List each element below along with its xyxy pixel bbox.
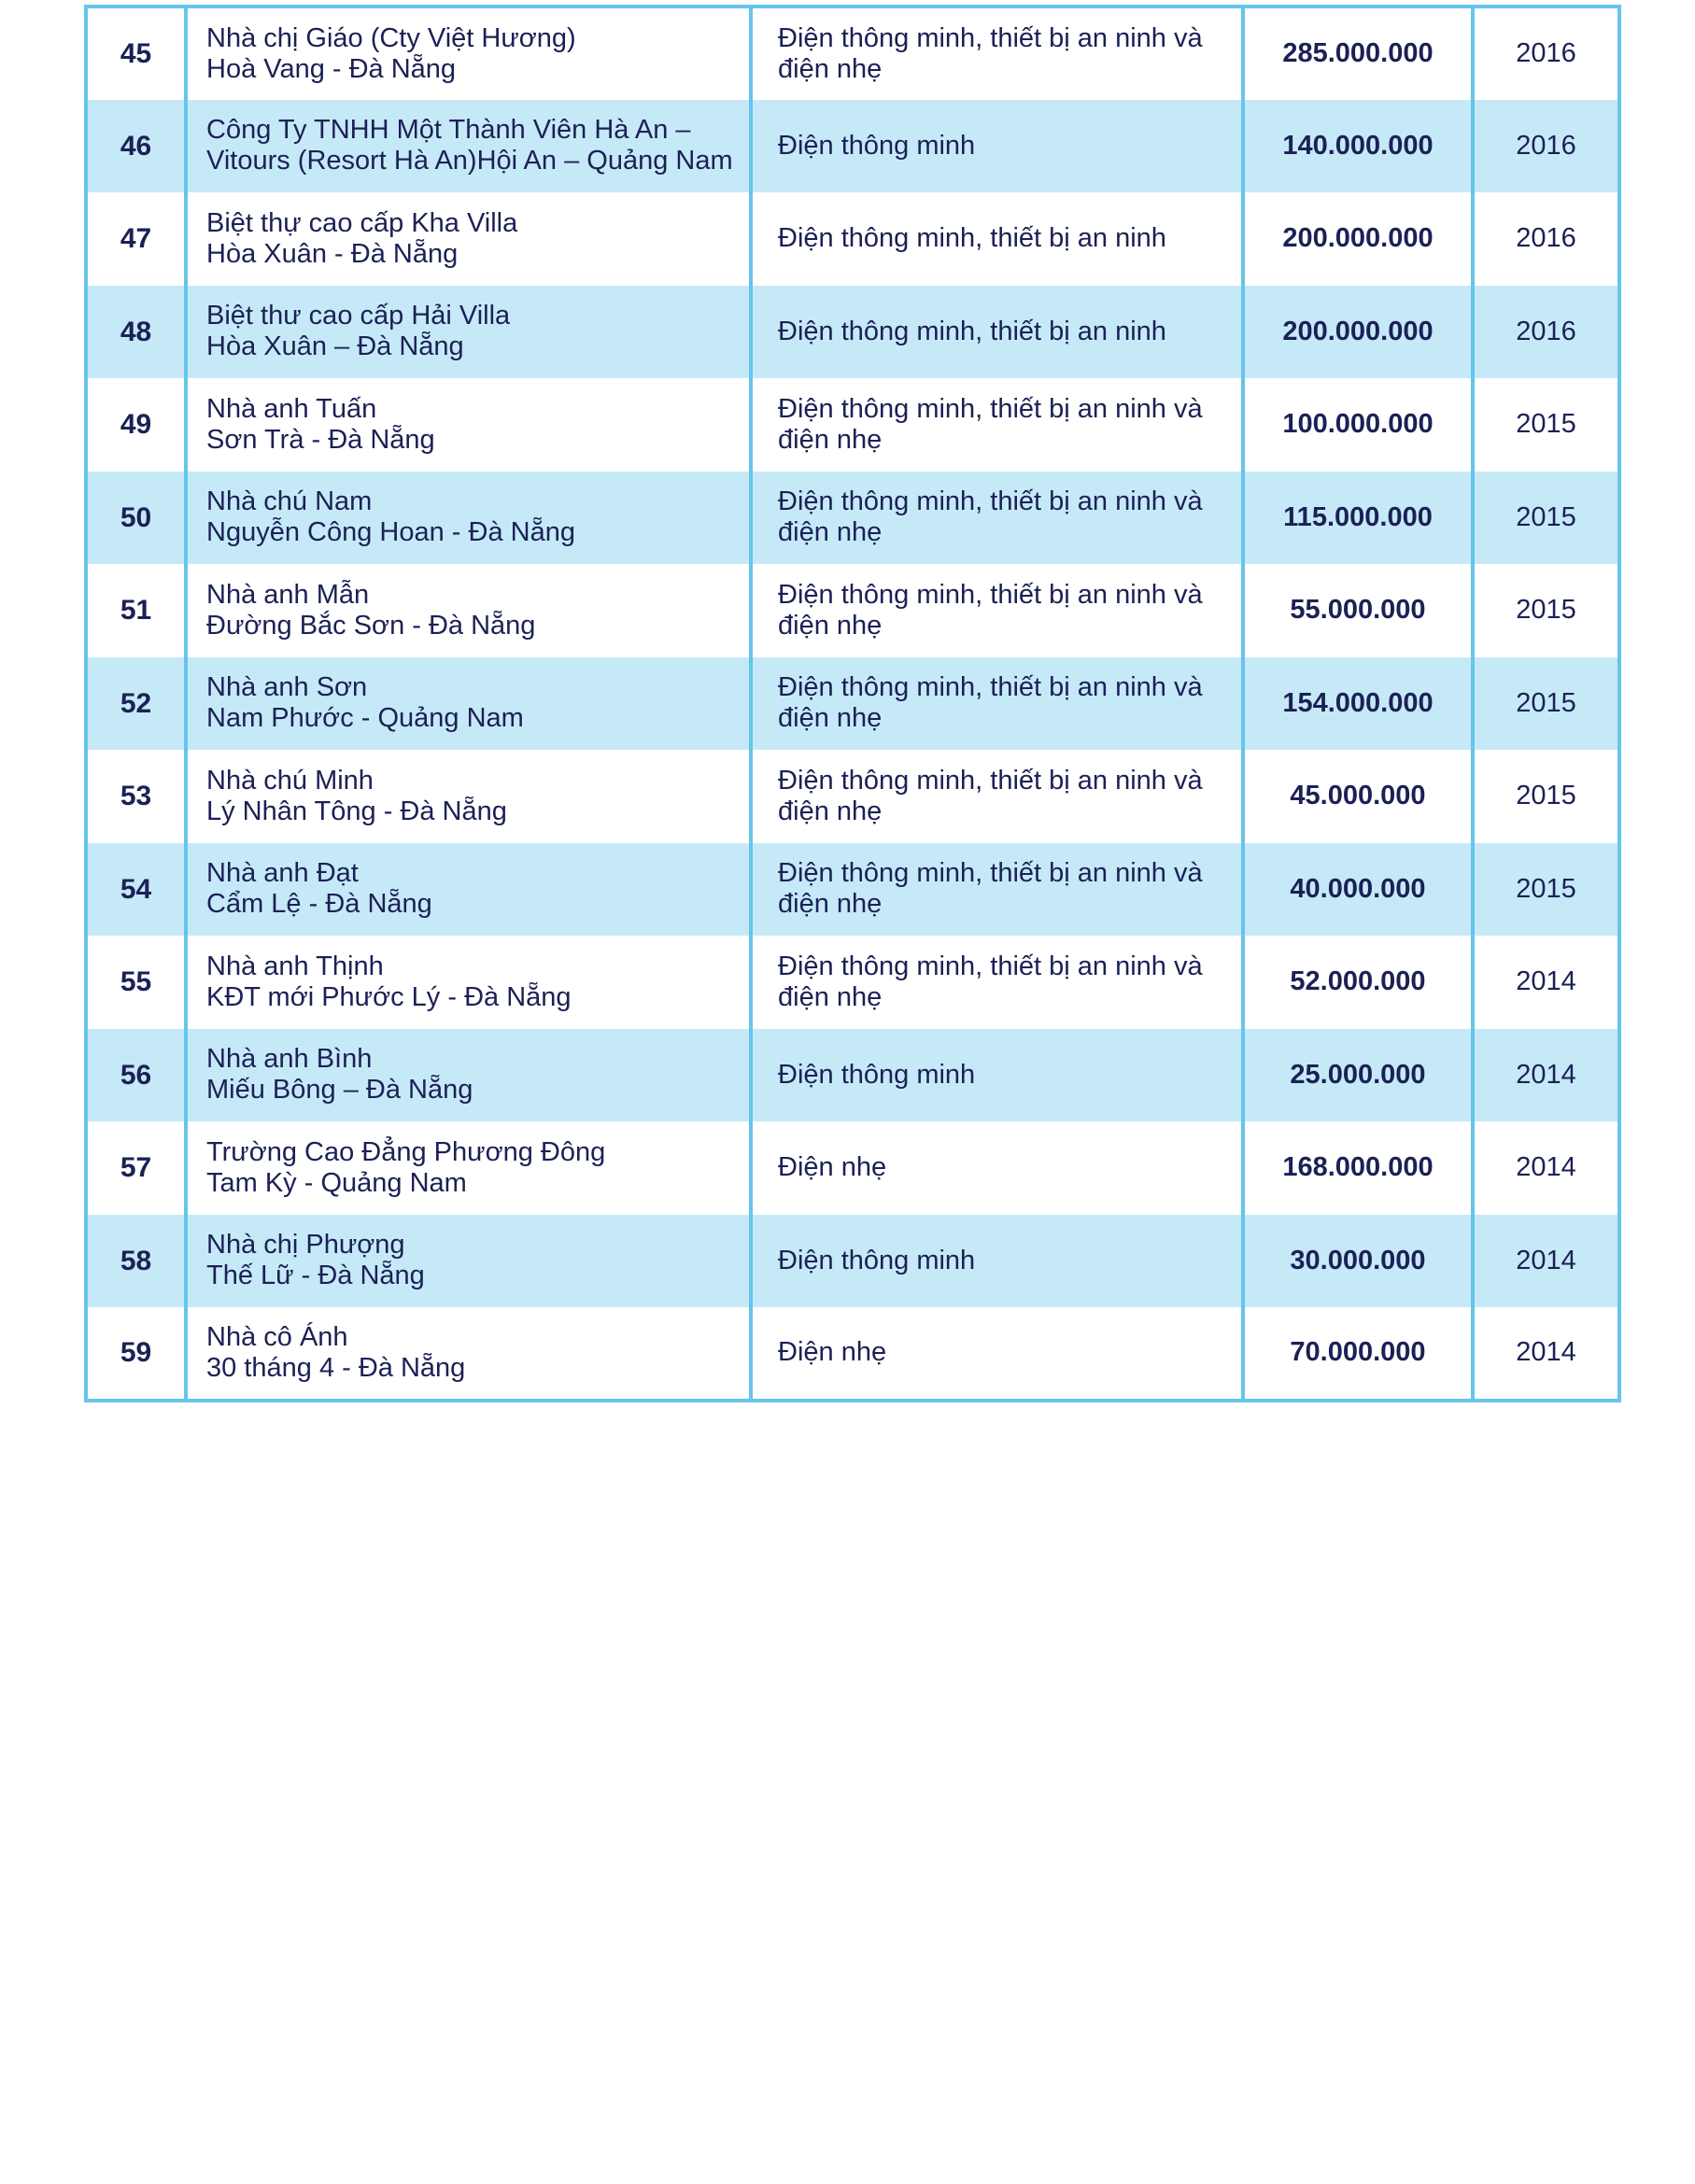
row-number: 54 (86, 843, 186, 937)
project-name: Biệt thự cao cấp Kha Villa (206, 207, 518, 238)
project-cell (186, 192, 751, 286)
work-scope: Điện thông minh, thiết bị an ninh và điện nhẹ (751, 564, 1243, 657)
project-year: 2015 (1473, 564, 1619, 657)
project-cell (186, 657, 751, 751)
projects-table (84, 5, 1621, 1402)
contract-value: 168.000.000 (1243, 1121, 1473, 1215)
table-row (86, 7, 1619, 100)
project-location: Lý Nhân Tông - Đà Nẵng (206, 796, 507, 826)
project-location: 30 tháng 4 - Đà Nẵng (206, 1352, 466, 1383)
work-scope: Điện thông minh, thiết bị an ninh và điện nhẹ (751, 7, 1243, 100)
project-name: Nhà anh Tuấn (206, 393, 377, 424)
row-number: 55 (86, 936, 186, 1029)
row-number: 59 (86, 1307, 186, 1401)
project-cell (186, 7, 751, 100)
project-cell (186, 286, 751, 379)
work-scope: Điện nhẹ (751, 1121, 1243, 1215)
project-location: Tam Kỳ - Quảng Nam (206, 1167, 467, 1198)
project-location: Miếu Bông – Đà Nẵng (206, 1075, 473, 1106)
table-row (86, 378, 1619, 472)
project-name: Nhà anh Bình (206, 1044, 373, 1075)
project-location: Nam Phước - Quảng Nam (206, 703, 524, 734)
project-name: Nhà anh Sơn (206, 672, 368, 703)
project-year: 2015 (1473, 472, 1619, 565)
project-location: Thế Lữ - Đà Nẵng (206, 1261, 425, 1291)
project-cell (186, 564, 751, 657)
work-scope: Điện thông minh, thiết bị an ninh và điện nhẹ (751, 750, 1243, 843)
project-name: Nhà chị Giáo (Cty Việt Hương) (206, 22, 576, 53)
project-location: Hoà Vang - Đà Nẵng (206, 53, 457, 84)
project-location: Hòa Xuân – Đà Nẵng (206, 331, 464, 362)
project-cell (186, 750, 751, 843)
table-row (86, 1029, 1619, 1122)
table-row (86, 100, 1619, 193)
table-row (86, 750, 1619, 843)
work-scope: Điện nhẹ (751, 1307, 1243, 1401)
project-location: Vitours (Resort Hà An)Hội An – Quảng Nam (206, 146, 733, 176)
project-name: Trường Cao Đẳng Phương Đông (206, 1136, 606, 1167)
project-cell (186, 378, 751, 472)
row-number: 53 (86, 750, 186, 843)
project-year: 2014 (1473, 1121, 1619, 1215)
table-row (86, 657, 1619, 751)
row-number: 50 (86, 472, 186, 565)
work-scope: Điện thông minh (751, 1029, 1243, 1122)
project-name: Nhà chú Minh (206, 765, 374, 796)
table-row (86, 936, 1619, 1029)
row-number: 58 (86, 1215, 186, 1308)
contract-value: 70.000.000 (1243, 1307, 1473, 1401)
contract-value: 30.000.000 (1243, 1215, 1473, 1308)
row-number: 56 (86, 1029, 186, 1122)
table-row (86, 1307, 1619, 1401)
project-name: Nhà anh Thịnh (206, 951, 384, 981)
row-number: 57 (86, 1121, 186, 1215)
contract-value: 140.000.000 (1243, 100, 1473, 193)
table-row (86, 286, 1619, 379)
row-number: 45 (86, 7, 186, 100)
row-number: 47 (86, 192, 186, 286)
row-number: 51 (86, 564, 186, 657)
contract-value: 285.000.000 (1243, 7, 1473, 100)
project-year: 2016 (1473, 7, 1619, 100)
project-name: Nhà chú Nam (206, 486, 373, 517)
work-scope: Điện thông minh (751, 1215, 1243, 1308)
table-row (86, 472, 1619, 565)
project-location: Cẩm Lệ - Đà Nẵng (206, 889, 432, 920)
project-location: KĐT mới Phước Lý - Đà Nẵng (206, 981, 572, 1012)
work-scope: Điện thông minh, thiết bị an ninh và điện nhẹ (751, 936, 1243, 1029)
project-location: Sơn Trà - Đà Nẵng (206, 424, 435, 455)
table-row (86, 1121, 1619, 1215)
row-number: 49 (86, 378, 186, 472)
project-name: Nhà chị Phượng (206, 1230, 405, 1261)
project-location: Đường Bắc Sơn - Đà Nẵng (206, 610, 536, 641)
project-cell (186, 1029, 751, 1122)
contract-value: 25.000.000 (1243, 1029, 1473, 1122)
row-number: 48 (86, 286, 186, 379)
row-number: 52 (86, 657, 186, 751)
project-year: 2016 (1473, 192, 1619, 286)
contract-value: 115.000.000 (1243, 472, 1473, 565)
table-row (86, 1215, 1619, 1308)
project-year: 2015 (1473, 378, 1619, 472)
project-name: Biệt thư cao cấp Hải Villa (206, 301, 511, 331)
project-year: 2016 (1473, 286, 1619, 379)
project-year: 2014 (1473, 936, 1619, 1029)
project-year: 2014 (1473, 1307, 1619, 1401)
project-year: 2015 (1473, 843, 1619, 937)
work-scope: Điện thông minh, thiết bị an ninh và điện nhẹ (751, 378, 1243, 472)
project-cell (186, 1307, 751, 1401)
contract-value: 200.000.000 (1243, 192, 1473, 286)
work-scope: Điện thông minh, thiết bị an ninh (751, 192, 1243, 286)
contract-value: 154.000.000 (1243, 657, 1473, 751)
contract-value: 55.000.000 (1243, 564, 1473, 657)
contract-value: 40.000.000 (1243, 843, 1473, 937)
work-scope: Điện thông minh (751, 100, 1243, 193)
project-location: Hòa Xuân - Đà Nẵng (206, 238, 459, 269)
table-row (86, 564, 1619, 657)
project-cell (186, 843, 751, 937)
project-year: 2016 (1473, 100, 1619, 193)
table-row (86, 843, 1619, 937)
work-scope: Điện thông minh, thiết bị an ninh và điện nhẹ (751, 472, 1243, 565)
project-name: Nhà anh Mẫn (206, 579, 370, 610)
project-cell (186, 100, 751, 193)
project-name: Nhà cô Ánh (206, 1321, 348, 1352)
project-name: Nhà anh Đạt (206, 858, 359, 889)
contract-value: 200.000.000 (1243, 286, 1473, 379)
project-cell (186, 472, 751, 565)
project-year: 2015 (1473, 750, 1619, 843)
work-scope: Điện thông minh, thiết bị an ninh và điện nhẹ (751, 843, 1243, 937)
project-location: Nguyễn Công Hoan - Đà Nẵng (206, 517, 575, 548)
table-row (86, 192, 1619, 286)
contract-value: 45.000.000 (1243, 750, 1473, 843)
work-scope: Điện thông minh, thiết bị an ninh và điện nhẹ (751, 657, 1243, 751)
contract-value: 100.000.000 (1243, 378, 1473, 472)
project-year: 2015 (1473, 657, 1619, 751)
contract-value: 52.000.000 (1243, 936, 1473, 1029)
project-cell (186, 936, 751, 1029)
project-cell (186, 1121, 751, 1215)
projects-table-body (86, 7, 1619, 1401)
project-name: Công Ty TNHH Một Thành Viên Hà An – (206, 115, 691, 146)
row-number: 46 (86, 100, 186, 193)
project-year: 2014 (1473, 1215, 1619, 1308)
project-cell (186, 1215, 751, 1308)
project-year: 2014 (1473, 1029, 1619, 1122)
work-scope: Điện thông minh, thiết bị an ninh (751, 286, 1243, 379)
